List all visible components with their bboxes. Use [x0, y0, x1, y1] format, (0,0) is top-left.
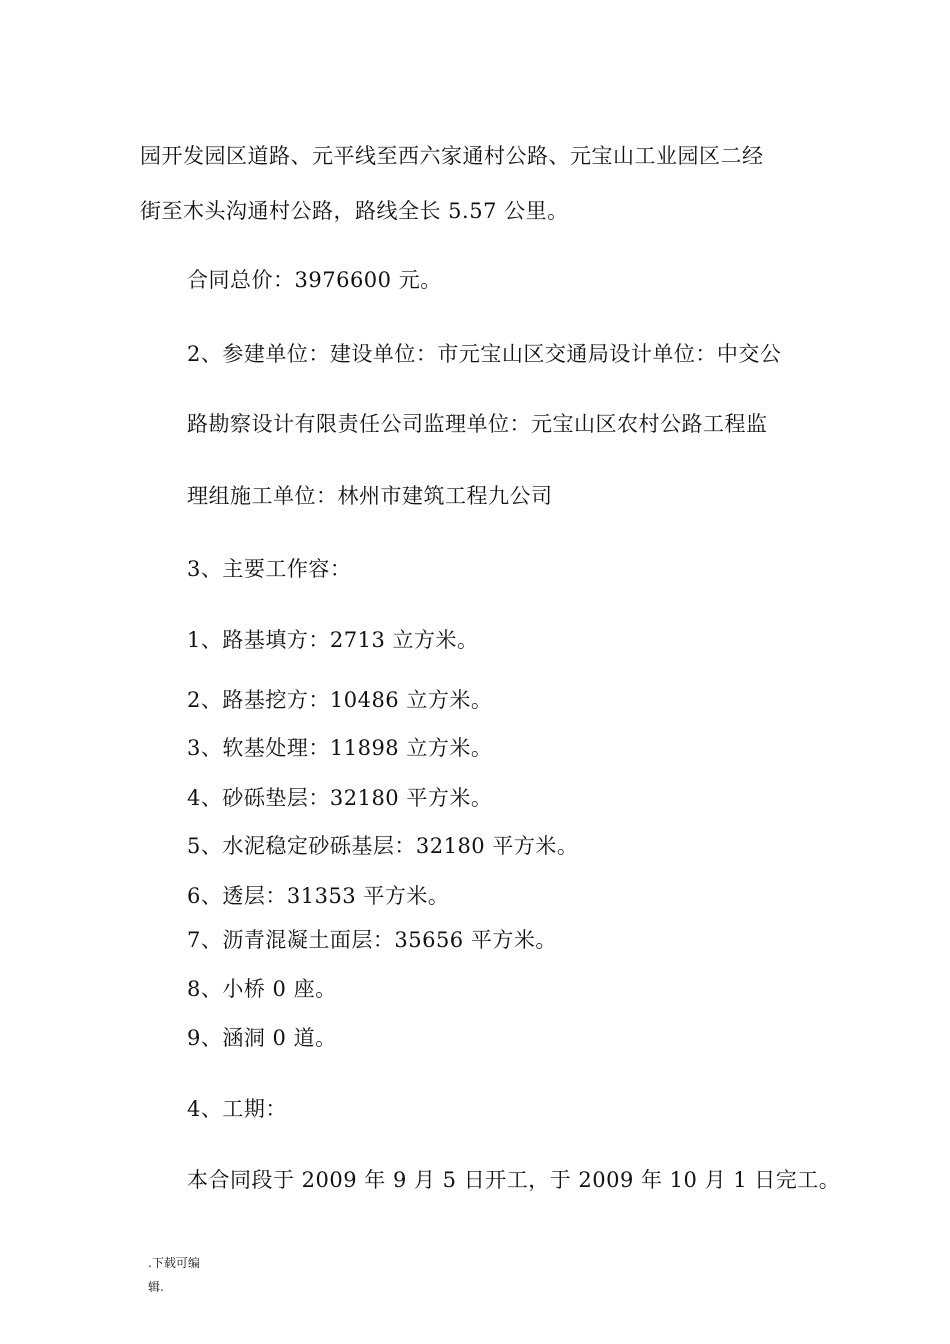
- footer-note: .下载可编: [148, 1256, 200, 1270]
- parties-line: 路勘察设计有限责任公司监理单位：元宝山区农村公路工程监: [187, 412, 768, 436]
- footer-note: 辑.: [148, 1280, 164, 1294]
- work-item: 8、小桥 0 座。: [187, 977, 337, 1001]
- work-item: 3、软基处理：11898 立方米。: [187, 736, 493, 760]
- paragraph-line: 园开发园区道路、元平线至西六家通村公路、元宝山工业园区二经: [140, 144, 764, 168]
- work-item: 2、路基挖方：10486 立方米。: [187, 688, 493, 712]
- section-heading: 3、主要工作容：: [187, 557, 352, 581]
- parties-line: 理组施工单位：林州市建筑工程九公司: [187, 484, 553, 508]
- work-item: 9、涵洞 0 道。: [187, 1026, 337, 1050]
- work-item: 6、透层：31353 平方米。: [187, 884, 450, 908]
- paragraph-line: 街至木头沟通村公路，路线全长 5.57 公里。: [140, 199, 569, 223]
- contract-price: 合同总价：3976600 元。: [187, 268, 442, 292]
- work-item: 4、砂砾垫层：32180 平方米。: [187, 786, 493, 810]
- work-item: 1、路基填方：2713 立方米。: [187, 628, 479, 652]
- schedule-text: 本合同段于 2009 年 9 月 5 日开工，于 2009 年 10 月 1 日完工。: [187, 1168, 841, 1192]
- section-heading: 4、工期：: [187, 1097, 287, 1121]
- parties-line: 2、参建单位：建设单位：市元宝山区交通局设计单位：中交公: [187, 342, 782, 366]
- work-item: 7、沥青混凝土面层：35656 平方米。: [187, 928, 557, 952]
- work-item: 5、水泥稳定砂砾基层：32180 平方米。: [187, 834, 579, 858]
